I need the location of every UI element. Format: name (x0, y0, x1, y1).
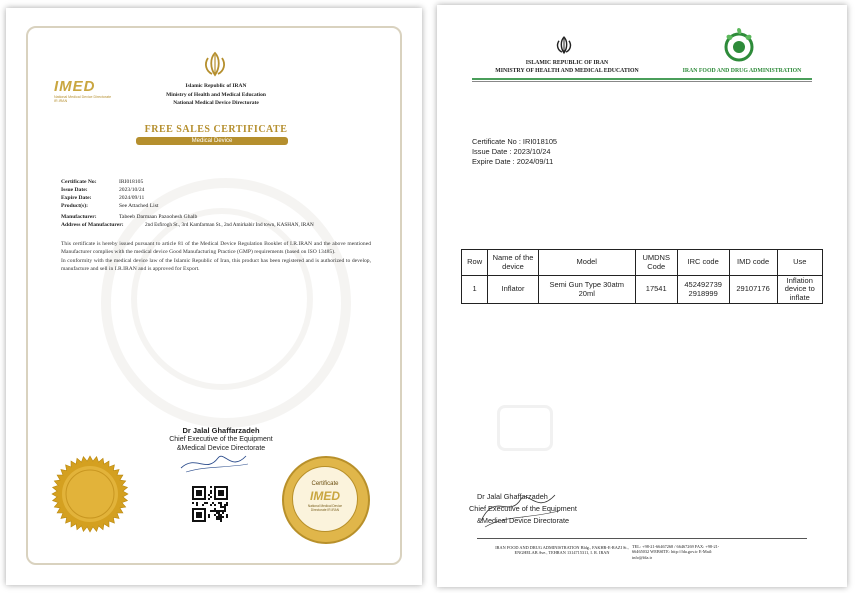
signature-scribble (176, 446, 256, 476)
imed-logo-subtitle: National Medical Device Directorate IR.IRAN (54, 95, 112, 104)
imed-logo-brand: IMED (54, 78, 96, 95)
seal-sub: National Medical Device Directorate IR.IRAN (307, 504, 343, 512)
certificate-subtitle: Medical Device (136, 137, 288, 145)
field-manufacturer: Manufacturer: Tabeeb Darmaan Pazoohesh Ghalb (61, 214, 198, 220)
cell-model: Semi Gun Type 30atm 20ml (538, 276, 635, 304)
certificate-info (472, 137, 557, 167)
field-expire-date: Expire Date: 2024/09/11 (61, 195, 145, 201)
signatory-name: Dr Jalal Ghaffarzadeh (477, 492, 548, 501)
col-irc: IRC code (677, 250, 729, 276)
issuer-ministry: Ministry of Health and Medical Education (166, 91, 266, 98)
table-row (462, 276, 823, 304)
header-divider-thin (472, 81, 812, 82)
table-header-row (462, 250, 823, 276)
signatory-title-1: Chief Executive of the Equipment (169, 436, 273, 443)
field-issue-date: Issue Date: 2023/10/24 (61, 187, 145, 193)
col-umdns: UMDNS Code (635, 250, 677, 276)
col-imd: IMD code (729, 250, 777, 276)
field-address: Address of Manufacturer: 2nd Esfirogh St., 3rd Kamfarman St., 2nd Amirkabir Ind town, KASHAN, IRAN (61, 222, 314, 228)
imed-round-seal (282, 456, 370, 544)
footer-address: IRAN FOOD AND DRUG ADMINISTRATION Bldg., FAKHR-E-RAZI St., ENGHELAB Ave., TEHRAN 1314715311, I. R. IRAN (495, 545, 629, 556)
issuer-directorate: National Medical Device Directorate (173, 100, 259, 107)
fda-logo-icon (719, 25, 759, 63)
header-country: ISLAMIC REPUBLIC OF IRAN (525, 60, 609, 66)
col-model: Model (538, 250, 635, 276)
gold-seal (50, 454, 130, 534)
seal-inner (292, 466, 358, 532)
device-table (461, 249, 823, 304)
info-issue-date: Issue Date : 2023/10/24 (472, 147, 551, 156)
body-paragraph-2: In conformity with the medical device law of the Islamic Republic of Iran, this product has been registered and is authorized to develop, manufacture and sell in I.R.IRAN and is approved for Export. (61, 257, 371, 273)
issuer-header (136, 82, 296, 108)
footer-contact: TEL: +98-21-66467268 / 66467269 FAX: +98-21-66465032 WEBSITE: http://fda.gov.ir E-Mail: info@fda.ir (632, 544, 720, 560)
certificate-fields (61, 178, 391, 229)
col-device-name: Name of the device (488, 250, 538, 276)
certificate-page-2 (437, 5, 847, 587)
cell-umdns: 17541 (635, 276, 677, 304)
seal-brand: IMED (310, 489, 340, 503)
cell-use: Inflation device to inflate (777, 276, 822, 304)
cell-row: 1 (462, 276, 488, 304)
header-ministry: MINISTRY OF HEALTH AND MEDICAL EDUCATION (495, 67, 639, 74)
field-products: Product(s): See Attached List (61, 203, 159, 209)
signatory-title-1: Chief Executive of the Equipment (469, 504, 577, 513)
ministry-header (467, 60, 667, 76)
col-use: Use (777, 250, 822, 276)
info-expire-date: Expire Date : 2024/09/11 (472, 157, 554, 166)
certificate-body (61, 240, 371, 274)
cell-irc: 452492739 2918999 (677, 276, 729, 304)
certificate-title: FREE SALES CERTIFICATE (144, 124, 288, 135)
col-row: Row (462, 250, 488, 276)
qr-code (192, 486, 228, 522)
signature-scribble (475, 481, 565, 531)
imed-logo (54, 78, 124, 104)
cell-device-name: Inflator (488, 276, 538, 304)
faint-watermark (497, 405, 553, 451)
signatory-title-2: &Medical Device Directorate (176, 445, 266, 452)
field-certificate-no: Certificate No: IRI018105 (61, 179, 144, 185)
iran-emblem-icon (201, 50, 229, 78)
info-certificate-no: Certificate No : IRI018105 (472, 137, 558, 146)
footer-divider (477, 538, 807, 539)
signatory-title-2: &Medical Device Directorate (477, 516, 570, 525)
issuer-country: Islamic Republic of IRAN (185, 83, 247, 89)
cell-imd: 29107176 (729, 276, 777, 304)
certificate-page-1 (6, 8, 422, 585)
iran-emblem-icon (554, 35, 574, 55)
header-divider (472, 78, 812, 80)
fda-title: IRAN FOOD AND DRUG ADMINISTRATION (682, 68, 802, 74)
seal-certificate-text: Certificate (311, 481, 339, 487)
signatory-name: Dr Jalal Ghaffarzadeh (182, 426, 260, 435)
body-paragraph-1: This certificate is hereby issued pursuant to article 81 of the Medical Device Regulation Booklet of I.R.IRAN and the above mentioned Manufacturer complies with the medical device Good Manufacturing Practice (GMP) requirements (based on ISO 13485). (61, 241, 371, 256)
watermark-inner-ring (131, 208, 313, 390)
